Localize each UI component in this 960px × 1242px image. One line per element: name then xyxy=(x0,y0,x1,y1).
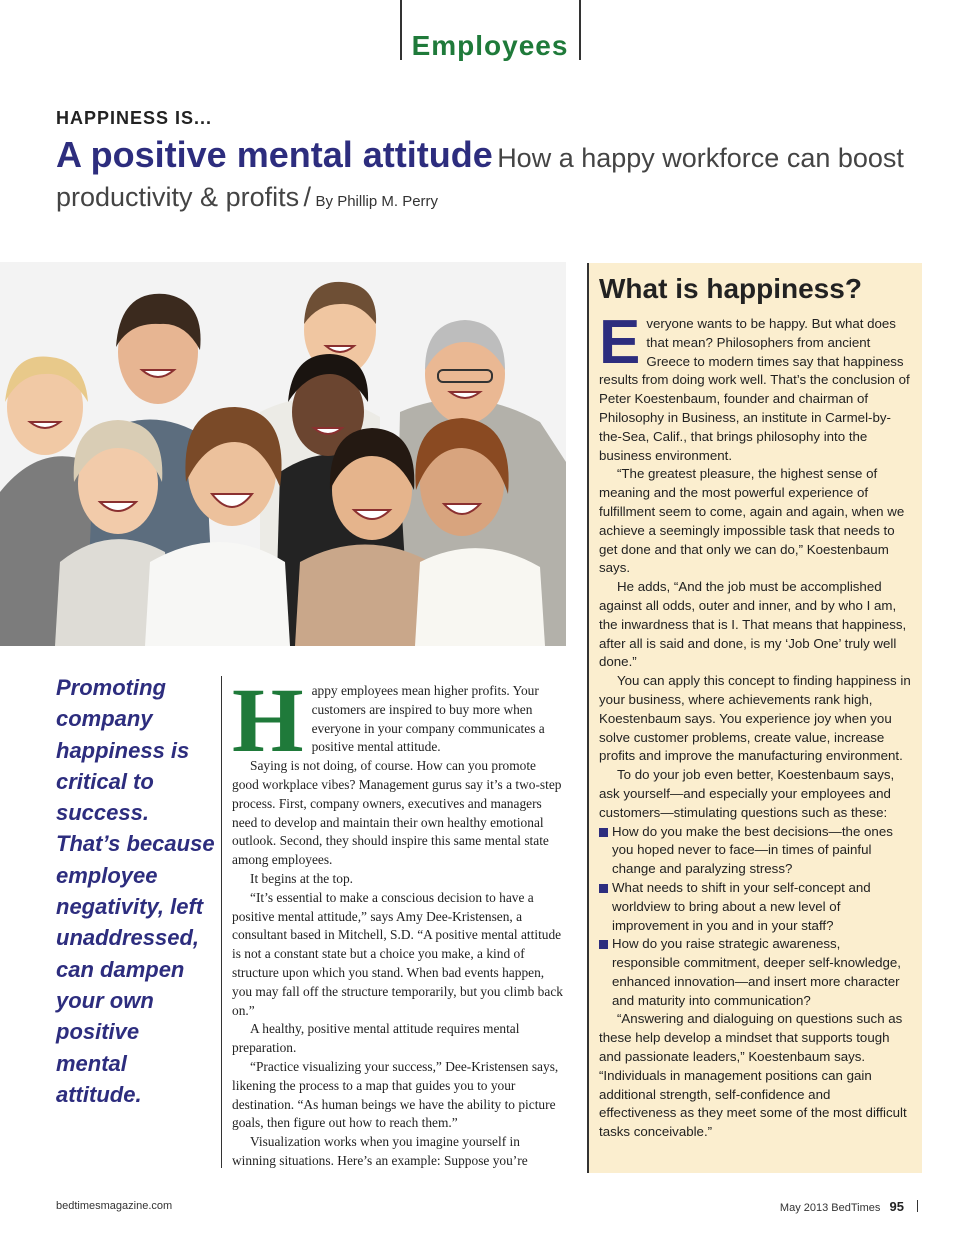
deck: How a happy workforce can boost productivity & profits xyxy=(56,143,904,212)
footer-magazine: BedTimes xyxy=(831,1202,881,1214)
sidebar-box xyxy=(587,263,922,1173)
column-rule xyxy=(221,676,222,1168)
sidebar-paragraph-5: To do your job even better, Koestenbaum says, ask yourself—and especially your employees and customers—stimulating questions such as these: xyxy=(599,767,895,820)
body-paragraph-2: Saying is not doing, of course. How can you promote good workplace vibes? Management gurus say it’s a two-step process. First, company owners, executives and managers need to develop and maintain their own healthy emotional outlook. Second, they should inspire this same mental state among employees. xyxy=(232,758,562,868)
square-bullet-icon xyxy=(599,940,608,949)
list-item-text: What needs to shift in your self-concept and worldview to bring about a new level of improvement in you and in your staff? xyxy=(612,879,871,933)
body-paragraph-1 xyxy=(232,669,566,771)
list-item xyxy=(599,879,911,935)
body-paragraph-5: A healthy, positive mental attitude requires mental preparation. xyxy=(232,1021,520,1056)
main-article-body xyxy=(232,669,566,1171)
byline: By Phillip M. Perry xyxy=(315,193,439,210)
sidebar-paragraph-1 xyxy=(599,308,911,465)
paragraph-text: appy employees mean higher profits. Your customers are inspired to buy more when everyone in your company communicates a positive mental attitude. xyxy=(311,683,545,755)
pull-quote: Promoting company happiness is critical to success. That’s because employee negativity, left unaddressed, can dampen your own positive mental attitude. xyxy=(56,675,215,1107)
footer-website: bedtimesmagazine.com xyxy=(56,1200,173,1212)
list-item xyxy=(599,935,911,1010)
byline-separator: / xyxy=(303,182,312,212)
body-paragraph-4: “It’s essential to make a conscious decision to have a positive mental attitude,” says Amy Dee-Kristensen, a consultant based in Mitchell, S.D. “A positive mental attitude is not a constant state but a choice you make, a kind of structure upon which you stand. When bad events happen, you may fall off the structure temporarily, but you climb back on.” xyxy=(232,889,563,1018)
body-paragraph-6: “Practice visualizing your success,” Dee-Kristensen says, likening the process to a map that guides you to your destination. “As human beings we have the ability to picture goals, then figure out how to reach them.” xyxy=(232,1058,559,1131)
body-paragraph-7: Visualization works when you imagine yourself in winning situations. Here’s an example: Suppose you’re xyxy=(232,1134,528,1168)
headline-block xyxy=(56,134,916,221)
group-photo xyxy=(0,262,566,646)
page-number: 95 xyxy=(889,1199,904,1214)
drop-cap: H xyxy=(232,669,304,771)
sidebar-body xyxy=(599,308,911,1142)
footer-divider xyxy=(917,1200,918,1212)
list-item-text: How do you raise strategic awareness, responsible commitment, deeper self-knowledge, enhanced innovation—and insert more character and maturity into communication? xyxy=(612,936,901,1008)
body-paragraph-3: It begins at the top. xyxy=(250,870,354,886)
kicker: HAPPINESS IS... xyxy=(56,108,213,128)
list-item-text: How do you make the best decisions—the ones you hoped never to face—in times of painful change and paralyzing stress? xyxy=(612,823,893,877)
footer-issue: May 2013 xyxy=(779,1202,829,1214)
sidebar-paragraph-6: “Answering and dialoguing on questions such as these help develop a mindset that supports tough and passionate leaders,” Koestenbaum says. “Individuals in management positions can gain additional strength, self-confidence and effectiveness as they meet some of the most difficult tasks conceivable.” xyxy=(599,1011,907,1140)
sidebar-drop-cap: E xyxy=(599,308,641,377)
section-title: Employees xyxy=(411,30,569,61)
sidebar-paragraph-2: “The greatest pleasure, the highest sense of meaning and the most powerful experience of fulfillment seem to come, again and again, when we achieve a seemingly impossible task that needs to get done and that only we can do,” Koestenbaum says. xyxy=(599,466,905,576)
section-rule-right xyxy=(579,0,581,60)
sidebar-paragraph-3: He adds, “And the job must be accomplished against all odds, outer and inner, and by who I am, the inwardness that is I. That means that happiness, after all is said and done, is my ‘Job One’ truly well done.” xyxy=(599,579,907,670)
question-list xyxy=(599,823,911,1011)
list-item xyxy=(599,823,911,879)
sidebar-paragraph-4: You can apply this concept to finding happiness in your business, where achievements rank high, Koestenbaum says. You experience joy when you solve customer problems, create value, increase profits and improve the manufacturing environment. xyxy=(599,673,911,764)
square-bullet-icon xyxy=(599,828,608,837)
headline: A positive mental attitude xyxy=(56,134,493,175)
sidebar-title: What is happiness? xyxy=(599,273,862,304)
square-bullet-icon xyxy=(599,884,608,893)
paragraph-text: veryone wants to be happy. But what does that mean? Philosophers from ancient Greece to modern times say that happiness results from doing work well. That’s the conclusion of Peter Koestenbaum, founder and chairman of Philosophy in Business, an institute in Carmel-by-the-Sea, Calif., that brings philosophy into the business environment. xyxy=(599,316,910,463)
section-rule-left xyxy=(400,0,402,60)
footer-folio xyxy=(780,1199,918,1214)
